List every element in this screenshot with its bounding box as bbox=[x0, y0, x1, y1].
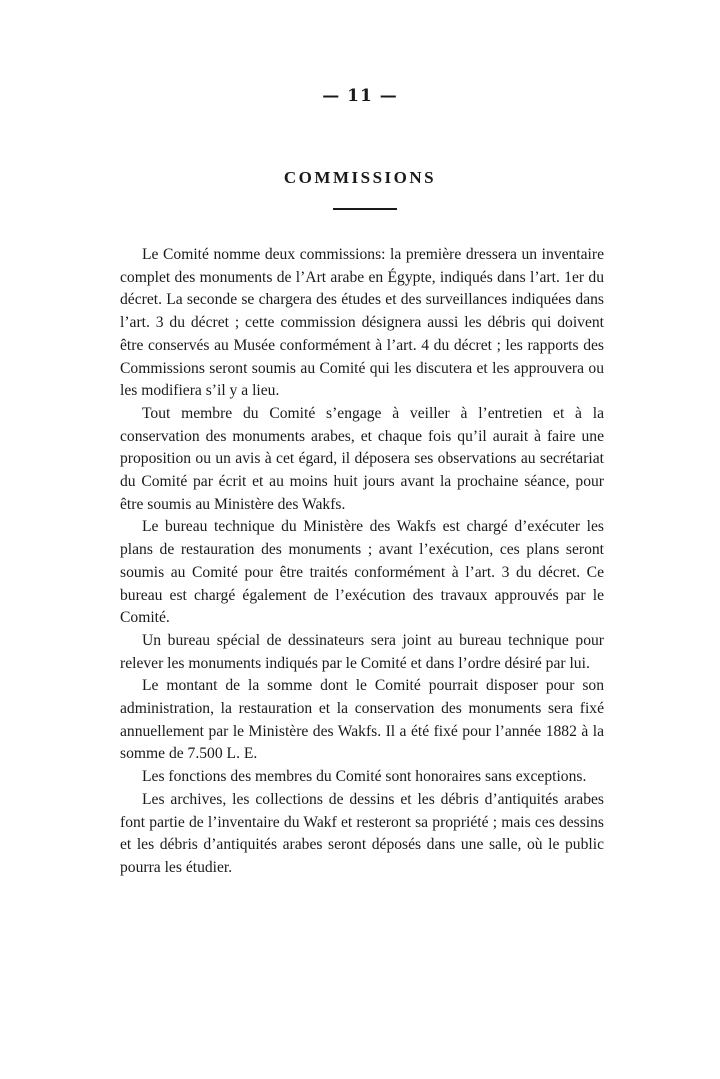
paragraph-draftsmen-bureau: Un bureau spécial de dessinateurs sera joint au bureau technique pour relever les monuments indiqués par le Comité et dans l’ordre désiré par lui. bbox=[120, 631, 604, 672]
paragraph-budget: Le montant de la somme dont le Comité pourrait disposer pour son administration, la restauration et la conservation des monuments sera fixé annuellement par le Ministère des Wakfs. Il a été fixé pour l’année 1882 à la somme de 7.500 L. E. bbox=[120, 677, 604, 763]
paragraph-members-duty: Tout membre du Comité s’engage à veiller à l’entretien et à la conservation des monuments arabes, et chaque fois qu’il aurait à faire une proposition ou un avis à cet égard, il déposera ses observations au secrétariat du Comité par écrit et au moins huit jours avant la prochaine séance, pour être soumis au Ministère des Wakfs. bbox=[120, 404, 604, 513]
paragraph-honorary-functions: Les fonctions des membres du Comité sont honoraires sans exceptions. bbox=[142, 768, 587, 786]
paragraph-technical-bureau: Le bureau technique du Ministère des Wakfs est chargé d’exécuter les plans de restauration des monuments ; avant l’exécution, ces plans seront soumis au Comité pour être traités conformément à l’art. 3 du décret. Ce bureau est chargé également de l’exécution des travaux approuvés par le Comité. bbox=[120, 518, 604, 627]
paragraph-commissions: Le Comité nomme deux commissions: la première dressera un inventaire complet des monuments de l’Art arabe en Égypte, indiqués dans l’art. 1er du décret. La seconde se chargera des études et des surveillances indiquées dans l’art. 3 du décret ; cette commission désignera aussi les débris qui doivent être conservés au Musée conformément à l’art. 4 du décret ; les rapports des Commissions seront soumis au Comité qui les discutera et les approuvera ou les modifiera s’il y a lieu. bbox=[120, 246, 604, 400]
title-divider bbox=[333, 208, 397, 210]
page-number: — 11 — bbox=[322, 86, 398, 106]
body-text bbox=[120, 244, 604, 880]
paragraph-archives: Les archives, les collections de dessins et les débris d’antiquités arabes font partie de l’inventaire du Wakf et resteront sa propriété ; mais ces dessins et les débris d’antiquités arabes seront déposés dans une salle, où le public pourra les étudier. bbox=[120, 790, 604, 876]
section-title: COMMISSIONS bbox=[283, 168, 437, 187]
